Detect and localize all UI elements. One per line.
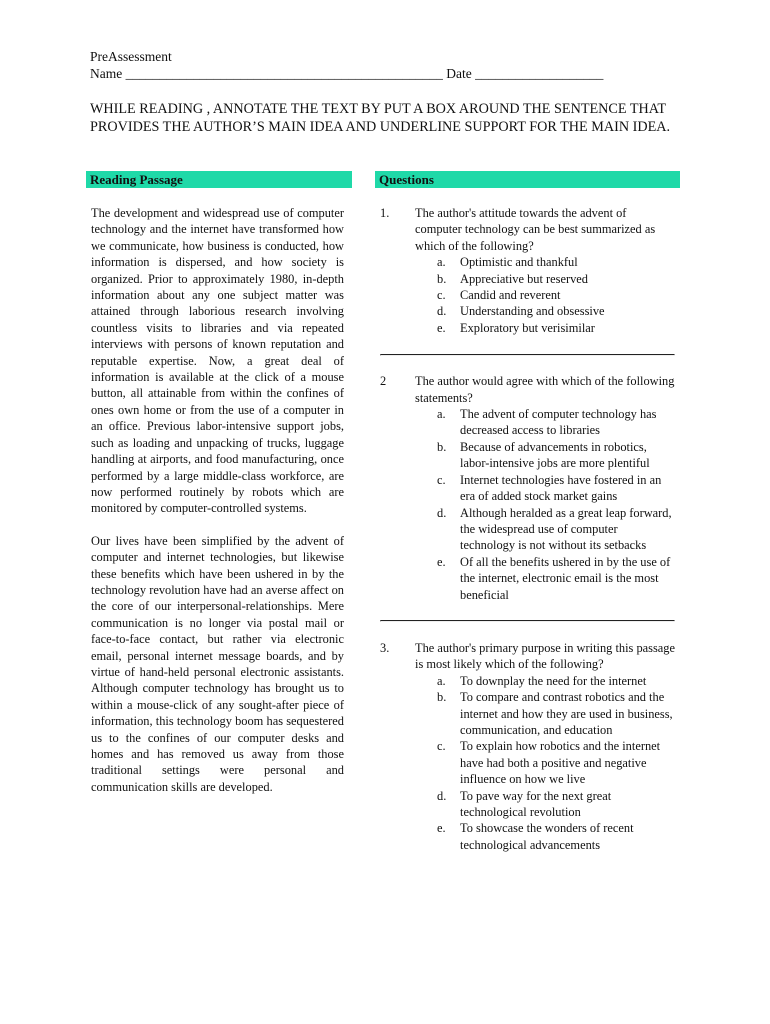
answer-option xyxy=(415,673,675,689)
option-letter: b. xyxy=(437,439,447,454)
questions-heading: Questions xyxy=(375,171,680,188)
answer-option xyxy=(415,472,675,505)
question-3 xyxy=(380,640,675,853)
answer-options xyxy=(415,406,675,603)
question-divider xyxy=(380,354,675,356)
option-letter: e. xyxy=(437,320,446,335)
option-letter: d. xyxy=(437,304,447,319)
instructions-text: WHILE READING , ANNOTATE THE TEXT BY PUT A BOX AROUND THE SENTENCE THAT PROVIDES THE AUTHOR’S MAIN IDEA AND UNDERLINE SUPPORT FOR THE MAIN IDEA. xyxy=(90,101,671,135)
option-text: To showcase the wonders of recent technological advancements xyxy=(460,821,634,852)
reading-passage-heading: Reading Passage xyxy=(86,171,352,188)
question-text: The author would agree with which of the following statements? xyxy=(415,374,675,405)
option-text: Understanding and obsessive xyxy=(460,304,605,319)
option-letter: c. xyxy=(437,288,446,303)
option-letter: e. xyxy=(437,554,446,569)
answer-options xyxy=(415,673,675,853)
answer-option xyxy=(415,738,675,787)
option-text: Although heralded as a great leap forward, the widespread use of computer technology is not without its setbacks xyxy=(460,505,672,553)
question-1 xyxy=(380,205,675,336)
worksheet-title: PreAssessment xyxy=(90,49,172,64)
answer-option xyxy=(415,406,675,439)
option-text: Internet technologies have fostered in an era of added stock market gains xyxy=(460,472,662,504)
question-text: The author's attitude towards the advent of computer technology can be best summarized as which of the following? xyxy=(415,206,656,253)
option-text: To downplay the need for the internet xyxy=(460,673,647,688)
question-number: 1. xyxy=(380,206,390,220)
option-text: Because of advancements in robotics, labor-intensive jobs are more plentiful xyxy=(460,439,650,471)
passage-paragraph: Our lives have been simplified by the advent of computer and internet technologies, but likewise these benefits which have been ushered in by the technology revolution have had an averse affect on the core of our interpersonal-relationships. Mere communication is no longer via postal mail or face-to-face contact, but rather via electronic email, personal internet message boards, and by virtue of hand-held personal electronic assistants. Although computer technology has brought us to within a mouse-click of any sought-after piece of information, this technology boom has sequestered us to the confines of our computer desks and homes and has removed us away from those traditional settings were personal and communication skills are developed. xyxy=(91,533,344,794)
answer-option xyxy=(415,689,675,738)
option-text: Of all the benefits ushered in by the use of the internet, electronic email is the most beneficial xyxy=(460,554,671,602)
worksheet-header xyxy=(90,48,603,82)
option-letter: a. xyxy=(437,673,446,688)
option-text: To explain how robotics and the internet have had both a positive and negative influence on how we live xyxy=(460,739,661,787)
answer-option xyxy=(415,820,675,853)
option-text: Candid and reverent xyxy=(460,288,561,303)
answer-option xyxy=(415,271,675,287)
option-letter: c. xyxy=(437,739,446,754)
option-letter: d. xyxy=(437,788,447,803)
question-divider xyxy=(380,620,675,622)
question-number: 3. xyxy=(380,640,390,655)
answer-option xyxy=(415,788,675,821)
answer-option xyxy=(415,439,675,472)
option-text: To compare and contrast robotics and the internet and how they are used in business, communication, and education xyxy=(460,690,673,737)
option-text: To pave way for the next great technological revolution xyxy=(460,788,612,819)
answer-option xyxy=(415,554,675,603)
question-2 xyxy=(380,373,675,603)
answer-option xyxy=(415,303,675,319)
option-text: Appreciative but reserved xyxy=(460,271,588,286)
option-text: Optimistic and thankful xyxy=(460,255,578,270)
answer-options xyxy=(415,254,675,336)
name-date-line: Name _______________________________________________ Date ___________________ xyxy=(90,66,604,81)
option-letter: c. xyxy=(437,472,446,487)
question-text: The author's primary purpose in writing this passage is most likely which of the following? xyxy=(415,640,675,672)
answer-option xyxy=(415,254,675,270)
option-letter: d. xyxy=(437,505,447,520)
option-letter: e. xyxy=(437,821,446,836)
option-letter: a. xyxy=(437,407,446,422)
reading-passage xyxy=(91,205,344,811)
question-number: 2 xyxy=(380,374,387,389)
answer-option xyxy=(415,505,675,554)
option-letter: b. xyxy=(437,271,447,286)
answer-option xyxy=(415,320,675,336)
questions-column xyxy=(380,205,675,853)
option-letter: a. xyxy=(437,255,446,270)
option-text: The advent of computer technology has decreased access to libraries xyxy=(460,407,657,438)
passage-paragraph: The development and widespread use of computer technology and the internet have transformed how we communicate, how business is conducted, how information is dispersed, and how society is organized. Prior to approximately 1980, in-depth information about any one subject matter was attained through laborious research involving countless visits to libraries and via repeated interviews with persons of known reputation and reputable expertise. Now, a great deal of information is available at the click of a mouse button, all attainable from within the confines of ones own home or from the use of a computer in an office. Previous labor-intensive support jobs, such as loading and unpacking of trucks, luggage handling at airports, and food manufacturing, once performed by a large middle-class workforce, are now performed routinely by robots which are monitored by computer-controlled systems. xyxy=(91,206,344,516)
option-text: Exploratory but verisimilar xyxy=(460,320,595,335)
option-letter: b. xyxy=(437,690,447,705)
answer-option xyxy=(415,287,675,303)
